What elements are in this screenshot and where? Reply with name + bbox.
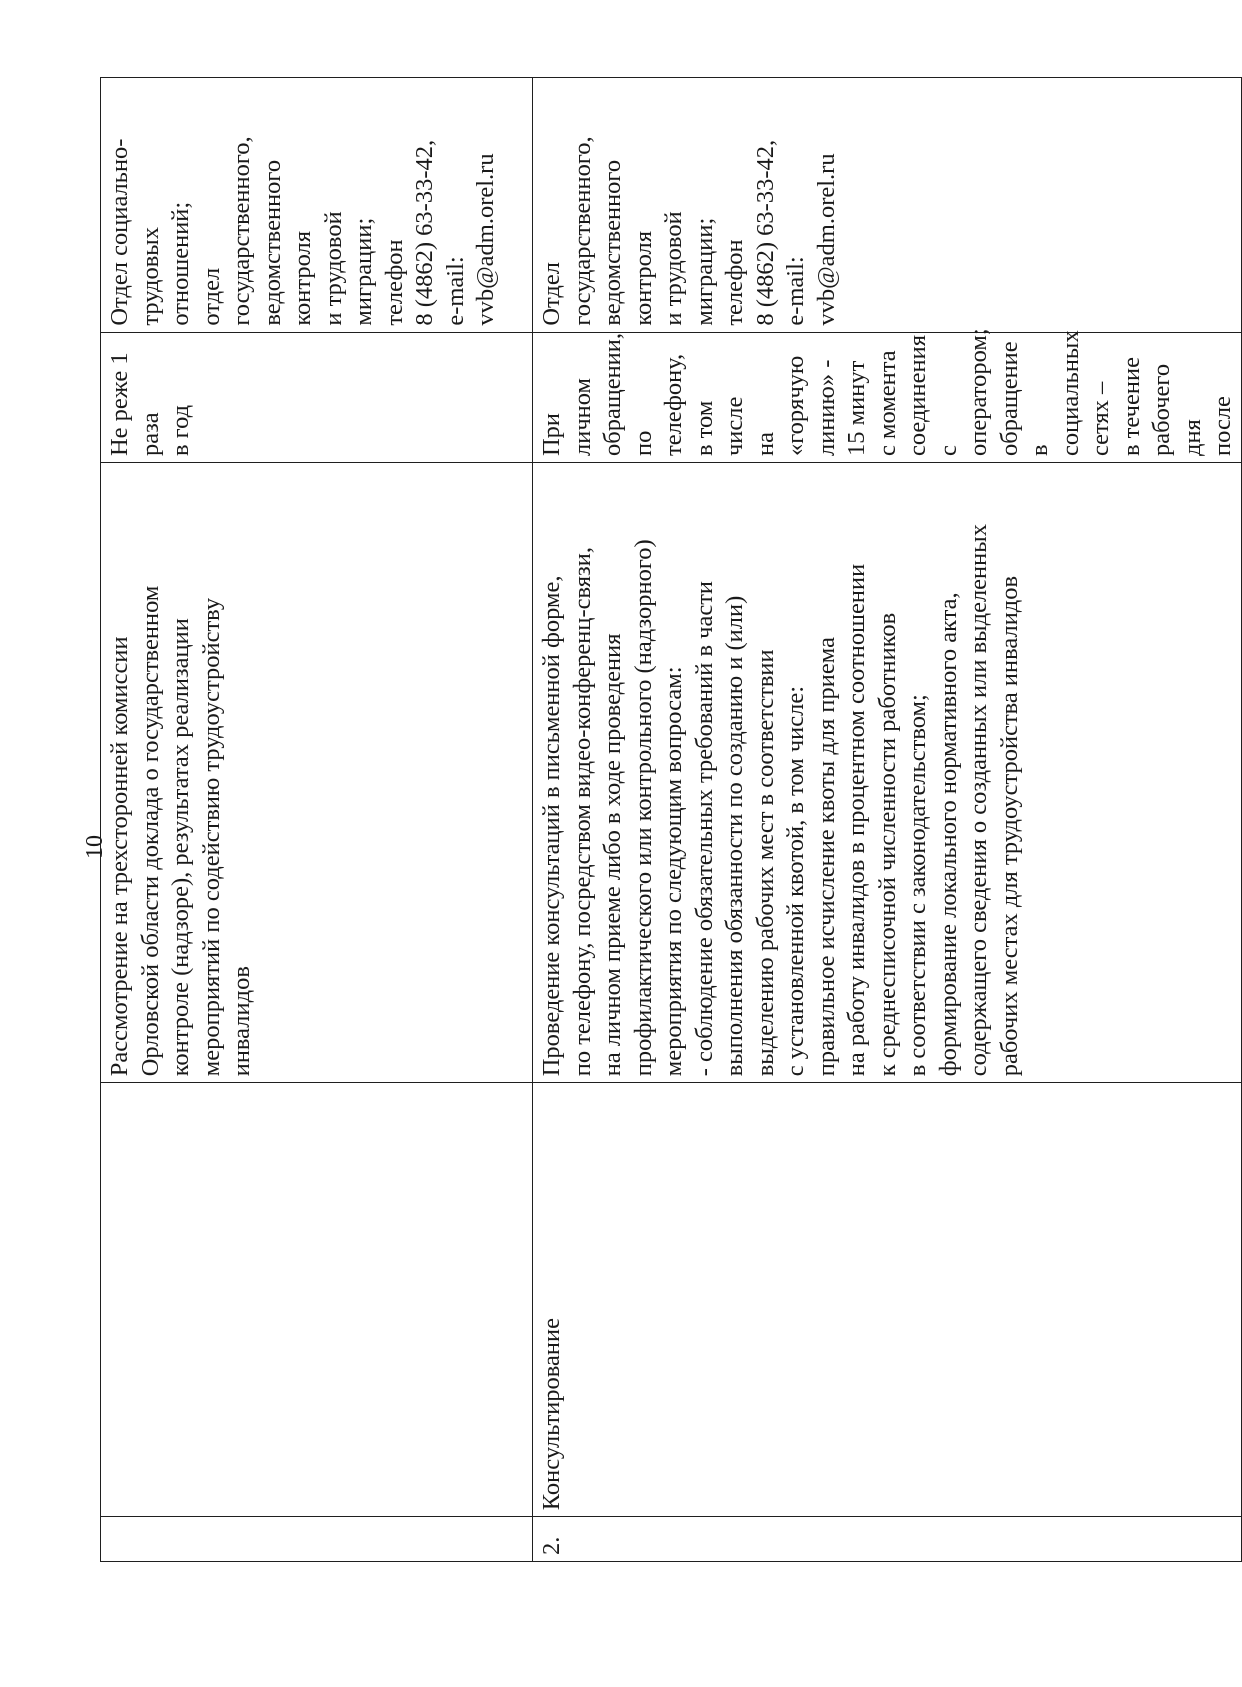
measure-name-cell: [101, 1083, 533, 1517]
measure-description-cell: Рассмотрение на трехсторонней комиссии Орловской области доклада о государственном контроле (надзоре), результатах реализации мероприятий по содействию трудоустройству инвалидов: [101, 463, 533, 1083]
page-number: 10: [82, 835, 108, 859]
table-row: [101, 78, 533, 1562]
timing-cell: Не реже 1 раза в год: [101, 332, 533, 462]
measure-name-cell: Консультирование: [533, 1083, 1242, 1517]
table-row: [533, 78, 1242, 1562]
measures-table: [100, 77, 1242, 1562]
responsible-department-cell: Отдел социально- трудовых отношений; отдел государственного, ведомственного контроля и трудовой миграции; телефон 8 (4862) 63-33-42, e-mail: vvb@adm.orel.ru: [101, 78, 533, 333]
measure-description-cell: Проведение консультаций в письменной форме, по телефону, посредством видео-конференц-связи, на личном приеме либо в ходе проведения профилактического или контрольного (надзорного) мероприятия по следующим вопросам: - соблюдение обязательных требований в части выполнения обязанности по созданию и (или) выделению рабочих мест в соответствии с установленной квотой, в том числе: правильное исчисление квоты для приема на работу инвалидов в процентном соотношении к среднесписочной численности работников в соответствии с законодательством; формирование локального нормативного акта, содержащего сведения о созданных или выделенных рабочих местах для трудоустройства инвалидов: [533, 463, 1242, 1083]
row-number-cell: [101, 1517, 533, 1562]
responsible-department-cell: Отдел государственного, ведомственного контроля и трудовой миграции; телефон 8 (4862) 63-33-42, e-mail: vvb@adm.orel.ru: [533, 78, 1242, 333]
timing-cell: При личном обращении, по телефону, в том числе на «горячую линию» - 15 минут с момента соединения с оператором; обращение в социальных сетях – в течение рабочего дня после: [533, 332, 1242, 462]
row-number-cell: 2.: [533, 1517, 1242, 1562]
